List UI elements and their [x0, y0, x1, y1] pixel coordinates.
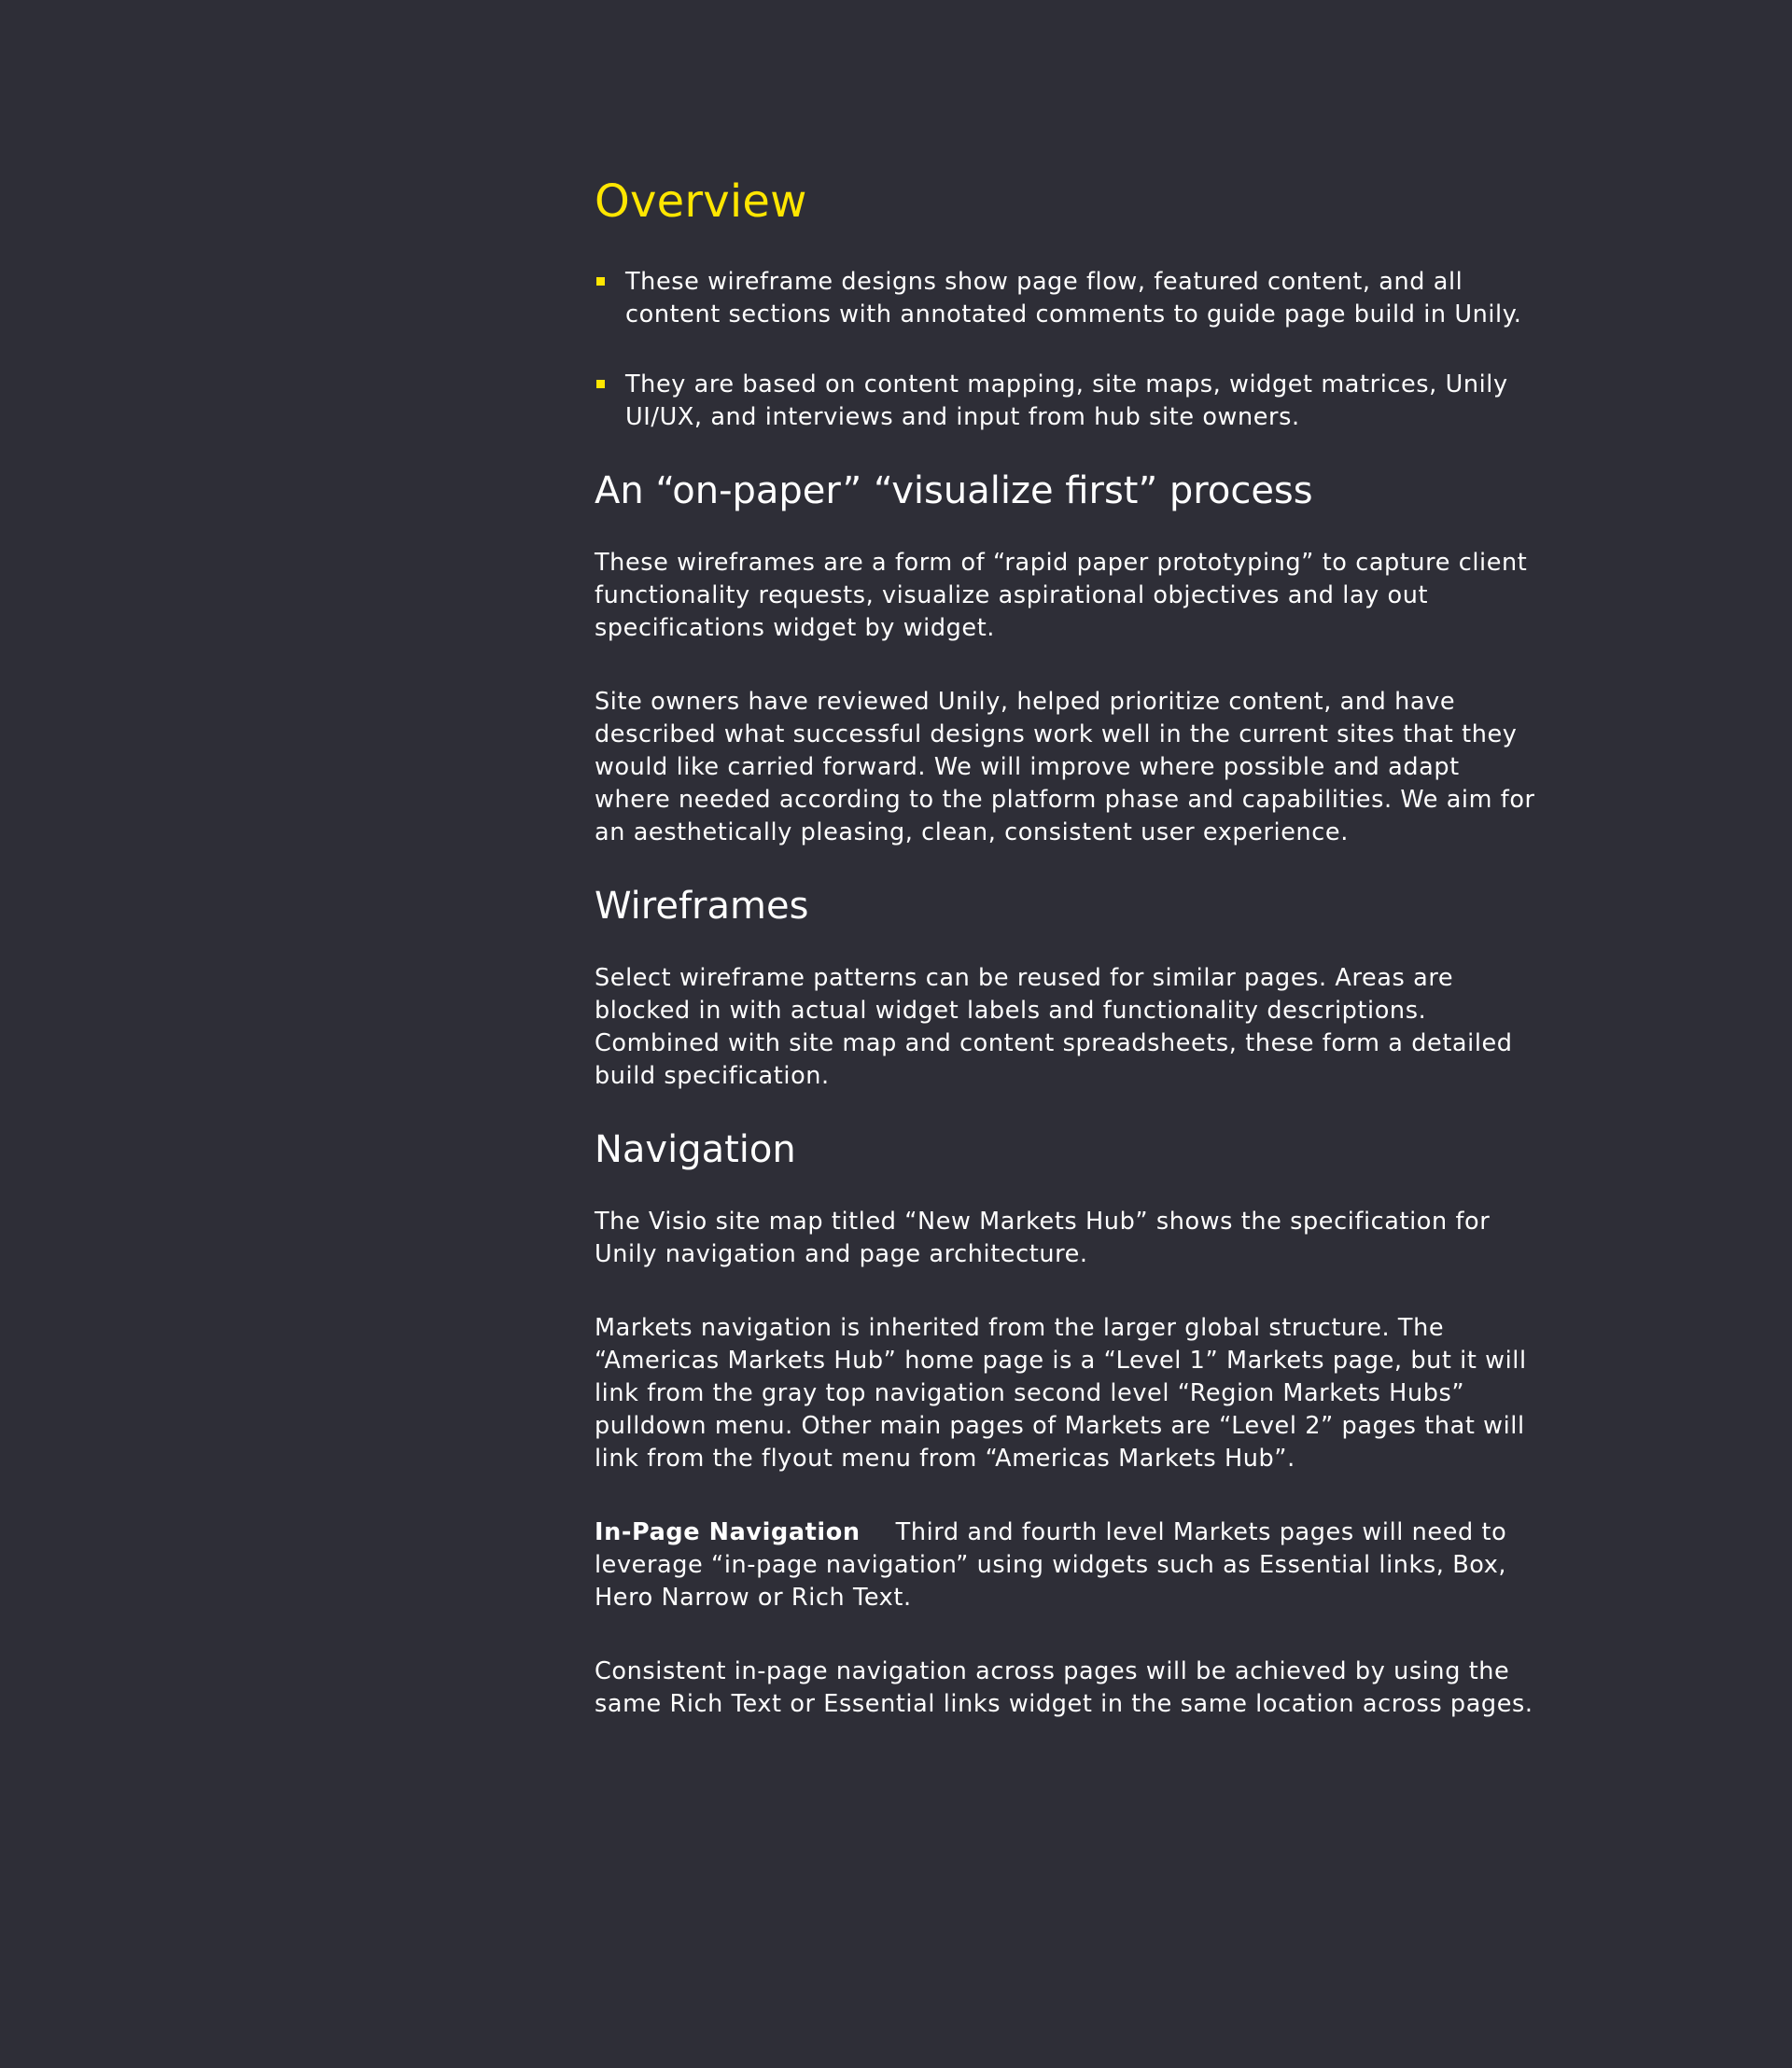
in-page-navigation-paragraph	[595, 1516, 1537, 1614]
overview-bullet	[595, 266, 1537, 331]
overview-bullet	[595, 369, 1537, 434]
overview-bullet-list	[595, 266, 1537, 434]
process-paragraph: Site owners have reviewed Unily, helped prioritize content, and have described what successful designs work well in the current sites that they would like carried forward. We will improve where possible and adapt where needed according to the platform phase and capabilities. We aim for an aesthetically pleasing, clean, consistent user experience.	[595, 688, 1535, 846]
wireframes-paragraph: Select wireframe patterns can be reused for similar pages. Areas are blocked in with actual widget labels and functionality descriptions. Combined with site map and content spreadsheets, these form a detailed build specification.	[595, 964, 1513, 1090]
process-paragraph: These wireframes are a form of “rapid paper prototyping” to capture client functionality requests, visualize aspirational objectives and lay out specifications widget by widget.	[595, 549, 1528, 642]
overview-bullet-text: They are based on content mapping, site maps, widget matrices, Unily UI/UX, and interviews and input from hub site owners.	[625, 370, 1508, 431]
in-page-navigation-label: In-Page Navigation	[595, 1518, 861, 1546]
navigation-heading: Navigation	[595, 1128, 796, 1171]
square-bullet-icon	[596, 277, 605, 286]
navigation-paragraph: The Visio site map titled “New Markets Hub” shows the specification for Unily navigation and page architecture.	[595, 1208, 1491, 1268]
navigation-closing-paragraph: Consistent in-page navigation across pages will be achieved by using the same Rich Text or Essential links widget in the same location across pages.	[595, 1657, 1533, 1718]
overview-bullet-text: These wireframe designs show page flow, featured content, and all content sections with annotated comments to guide page build in Unily.	[625, 268, 1522, 328]
overview-heading: Overview	[595, 175, 807, 228]
navigation-paragraph: Markets navigation is inherited from the larger global structure. The “Americas Markets Hub” home page is a “Level 1” Markets page, but it will link from the gray top navigation second level “Region Markets Hubs” pulldown menu. Other main pages of Markets are “Level 2” pages that will link from the flyout menu from “Americas Markets Hub”.	[595, 1314, 1527, 1473]
document-body	[595, 174, 1537, 1721]
wireframes-heading: Wireframes	[595, 885, 809, 928]
in-page-navigation-text: Third and fourth level Markets pages will need to leverage “in-page navigation” using widgets such as Essential links, Box, Hero Narrow or Rich Text.	[595, 1518, 1507, 1612]
square-bullet-icon	[596, 380, 605, 388]
process-heading: An “on-paper” “visualize first” process	[595, 469, 1313, 512]
